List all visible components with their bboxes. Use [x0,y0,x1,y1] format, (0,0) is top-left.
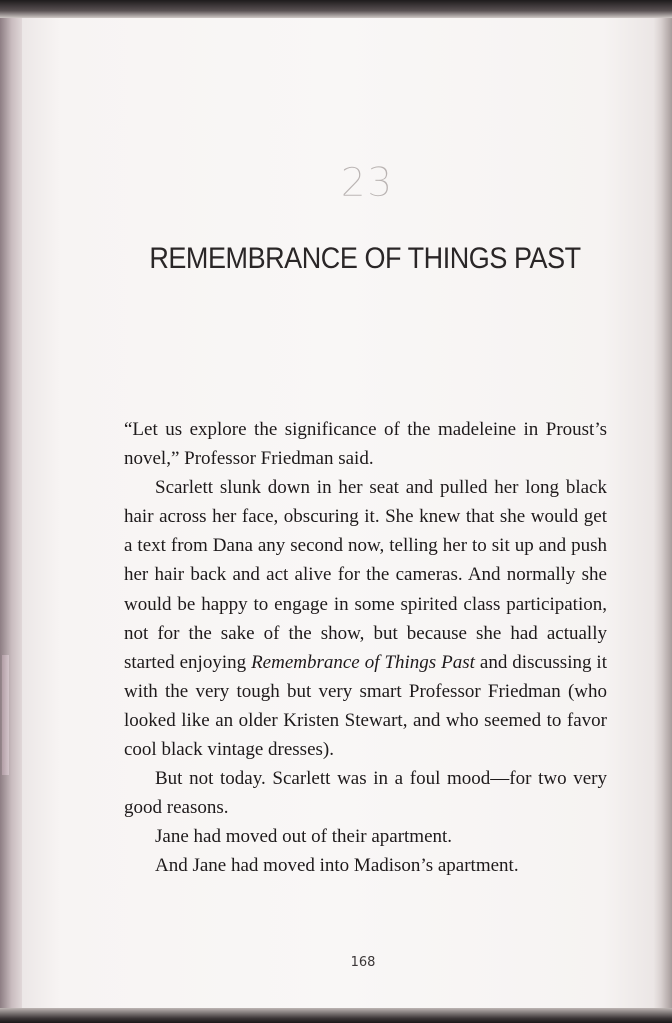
chapter-number: 23 [340,160,394,206]
paragraph-text: And Jane had moved into Madison’s apartment. [155,855,519,877]
paragraph-text: But not today. Scarlett was in a foul mood—for two very good reasons. [124,768,607,819]
paragraph-text: and discussing it with the very tough but very smart Professor Friedman (who looked like an older Kristen Stewart, and who seemed to favor cool black vintage dresses). [124,651,607,761]
paragraph-text: Jane had moved out of their apartment. [155,826,453,848]
paragraph [124,473,607,764]
page-left-tint [2,655,9,775]
scan-bottom-edge [0,1008,672,1023]
page-number: 168 [350,955,376,970]
scan-top-edge [0,0,672,18]
paragraph [124,822,607,851]
paragraph [124,851,607,880]
book-title-italic: Remembrance of Things Past [251,651,475,673]
paragraph [124,415,607,473]
body-text [124,415,607,881]
paragraph [124,764,607,822]
chapter-title: REMEMBRANCE OF THINGS PAST [149,242,581,275]
paragraph-text: “Let us explore the significance of the madeleine in Proust’s novel,” Professor Friedman said. [124,419,607,470]
paragraph-text: Scarlett slunk down in her seat and pulled her long black hair across her face, obscuring it. She knew that she would get a text from Dana any second now, telling her to sit up and push her hair back and act alive for the cameras. And normally she would be happy to engage in some spirited class participation, not for the sake of the show, but because she had actually started enjoying [124,477,607,673]
